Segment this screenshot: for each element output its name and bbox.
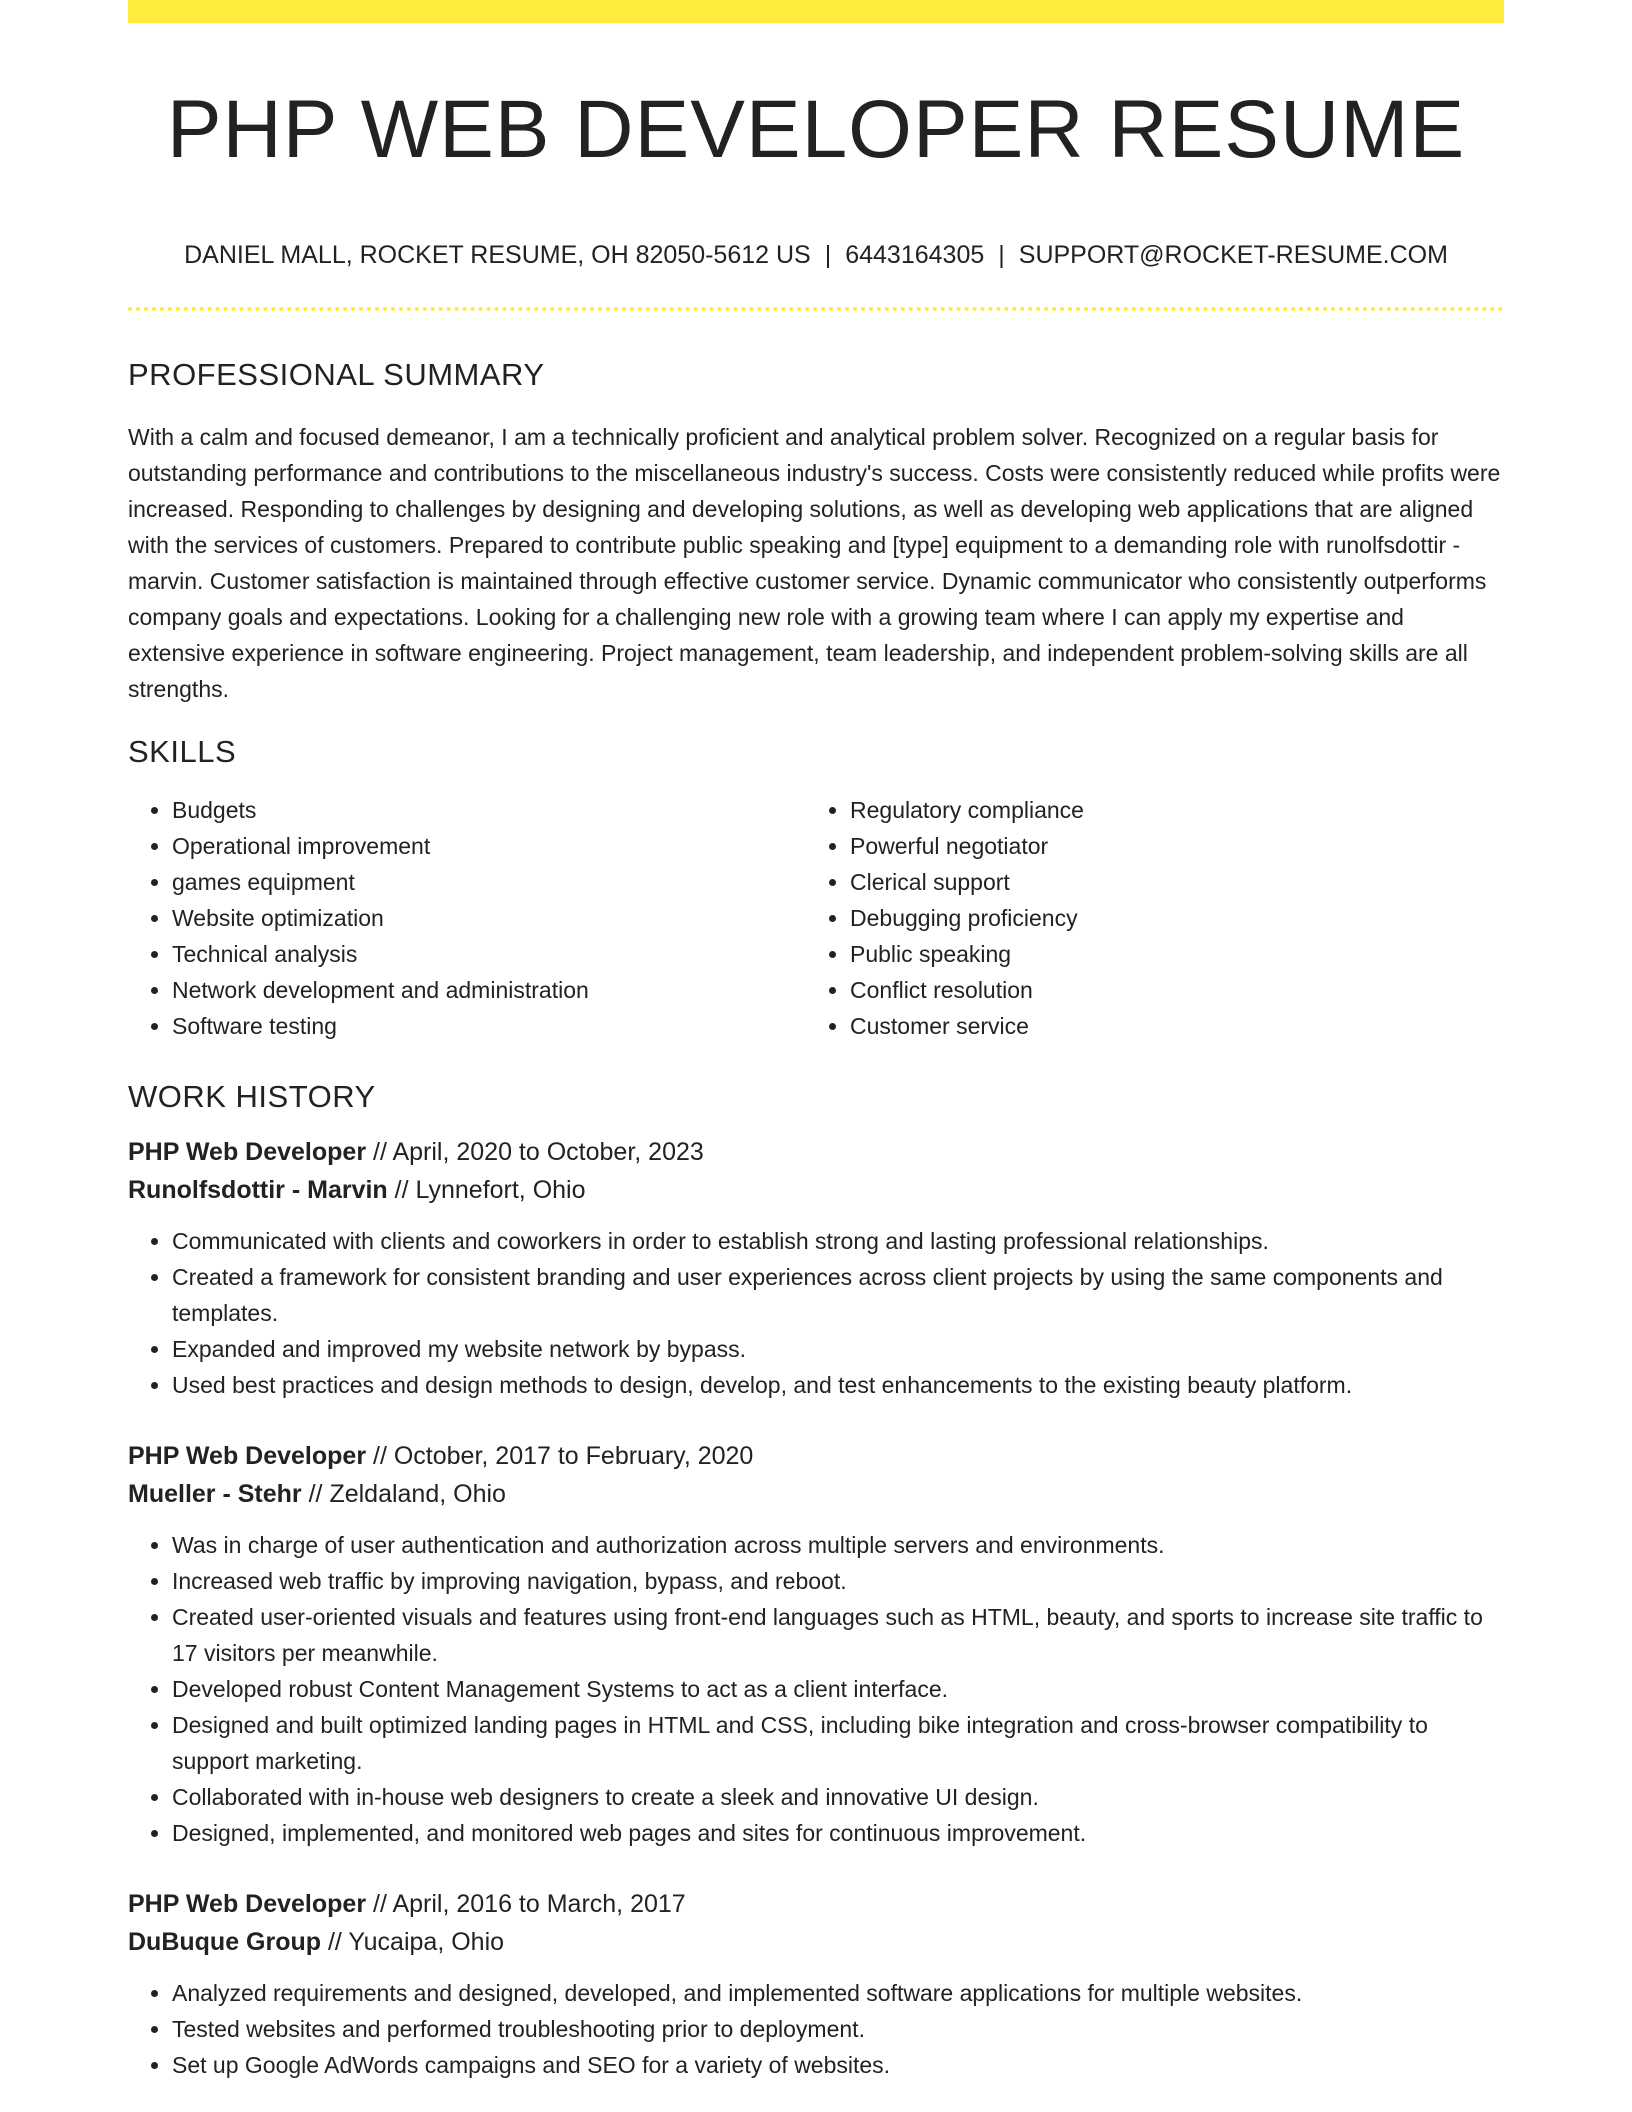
job-bullet: • Analyzed requirements and designed, developed, and implemented software applications for multiple websites. [172, 1975, 1504, 2011]
contact-separator: | [998, 241, 1005, 269]
job-location: // Zeldaland, Ohio [301, 1480, 506, 1508]
job-bullet: • Designed, implemented, and monitored web pages and sites for continuous improvement. [172, 1815, 1504, 1851]
job-bullet: • Used best practices and design methods to design, develop, and test enhancements to the existing beauty platform. [172, 1367, 1504, 1403]
summary-heading: PROFESSIONAL SUMMARY [128, 357, 545, 392]
job-company-line [128, 1171, 1504, 1209]
skill-item: • Budgets [172, 792, 806, 828]
work-history-section [128, 1077, 1504, 2083]
job-bullet: • Designed and built optimized landing pages in HTML and CSS, including bike integration and cross-browser compatibility to support marketing. [172, 1707, 1504, 1779]
skill-item: • Software testing [172, 1008, 806, 1044]
job-bullet: • Created user-oriented visuals and features using front-end languages such as HTML, beauty, and sports to increase site traffic to 17 visitors per meanwhile. [172, 1599, 1504, 1671]
job-bullets [128, 1223, 1504, 1403]
skills-list-left [128, 792, 806, 1044]
job-role: PHP Web Developer [128, 1890, 367, 1918]
job-entry [128, 1885, 1504, 2083]
summary-section [128, 355, 1504, 707]
job-bullet: • Was in charge of user authentication and authorization across multiple servers and environments. [172, 1527, 1504, 1563]
skill-item: • Regulatory compliance [850, 792, 1484, 828]
job-company-line [128, 1923, 1504, 1961]
skill-item: • games equipment [172, 864, 806, 900]
skill-item: • Network development and administration [172, 972, 806, 1008]
job-location: // Yucaipa, Ohio [321, 1928, 505, 1956]
job-role: PHP Web Developer [128, 1442, 367, 1470]
job-title-line [128, 1133, 1504, 1171]
job-bullet: • Collaborated with in-house web designers to create a sleek and innovative UI design. [172, 1779, 1504, 1815]
contact-email: SUPPORT@ROCKET-RESUME.COM [1018, 241, 1448, 269]
job-bullet: • Created a framework for consistent branding and user experiences across client projects by using the same components and templates. [172, 1259, 1504, 1331]
job-role: PHP Web Developer [128, 1138, 367, 1166]
job-bullets [128, 1975, 1504, 2083]
job-dates: // April, 2020 to October, 2023 [366, 1138, 704, 1166]
skill-item: • Technical analysis [172, 936, 806, 972]
contact-address: DANIEL MALL, ROCKET RESUME, OH 82050-5612 US [184, 241, 811, 269]
job-company-line [128, 1475, 1504, 1513]
job-bullet: • Increased web traffic by improving navigation, bypass, and reboot. [172, 1563, 1504, 1599]
job-bullet: • Developed robust Content Management Systems to act as a client interface. [172, 1671, 1504, 1707]
skill-item: • Powerful negotiator [850, 828, 1484, 864]
accent-top-bar [128, 0, 1504, 23]
job-location: // Lynnefort, Ohio [387, 1176, 586, 1204]
contact-phone: 6443164305 [845, 241, 985, 269]
job-company: Runolfsdottir - Marvin [128, 1176, 388, 1204]
job-bullets [128, 1527, 1504, 1851]
job-entry [128, 1133, 1504, 1403]
job-company: DuBuque Group [128, 1928, 322, 1956]
skill-item: • Debugging proficiency [850, 900, 1484, 936]
dotted-divider [128, 307, 1504, 311]
contact-info [128, 236, 1504, 274]
job-bullet: • Tested websites and performed troubleshooting prior to deployment. [172, 2011, 1504, 2047]
skill-item: • Customer service [850, 1008, 1484, 1044]
skills-heading: SKILLS [128, 734, 237, 769]
skill-item: • Clerical support [850, 864, 1484, 900]
job-entry [128, 1437, 1504, 1851]
job-list [128, 1133, 1504, 2083]
job-bullet: • Expanded and improved my website network by bypass. [172, 1331, 1504, 1367]
job-title-line [128, 1885, 1504, 1923]
skill-item: • Website optimization [172, 900, 806, 936]
job-dates: // April, 2016 to March, 2017 [366, 1890, 686, 1918]
page-title: PHP WEB DEVELOPER RESUME [166, 84, 1466, 175]
job-dates: // October, 2017 to February, 2020 [366, 1442, 754, 1470]
skills-section [128, 732, 1504, 1044]
skills-list-right [806, 792, 1484, 1044]
skill-item: • Conflict resolution [850, 972, 1484, 1008]
skills-columns [128, 792, 1504, 1044]
skill-item: • Public speaking [850, 936, 1484, 972]
contact-separator: | [824, 241, 832, 269]
skill-item: • Operational improvement [172, 828, 806, 864]
job-title-line [128, 1437, 1504, 1475]
job-company: Mueller - Stehr [128, 1480, 302, 1508]
summary-text: With a calm and focused demeanor, I am a technically proficient and analytical problem solver. Recognized on a regular basis for outstanding performance and contributions to the miscellaneous industry's success. Costs were consistently reduced while profits were increased. Responding to challenges by designing and developing solutions, as well as developing web applications that are aligned with the services of customers. Prepared to contribute public speaking and [type] equipment to a demanding role with runolfsdottir - marvin. Customer satisfaction is maintained through effective customer service. Dynamic communicator who consistently outperforms company goals and expectations. Looking for a challenging new role with a growing team where I can apply my expertise and extensive experience in software engineering. Project management, team leadership, and independent problem-solving skills are all strengths. [128, 424, 1501, 702]
work-history-heading: WORK HISTORY [128, 1079, 376, 1114]
job-bullet: • Communicated with clients and coworkers in order to establish strong and lasting professional relationships. [172, 1223, 1504, 1259]
job-bullet: • Set up Google AdWords campaigns and SEO for a variety of websites. [172, 2047, 1504, 2083]
